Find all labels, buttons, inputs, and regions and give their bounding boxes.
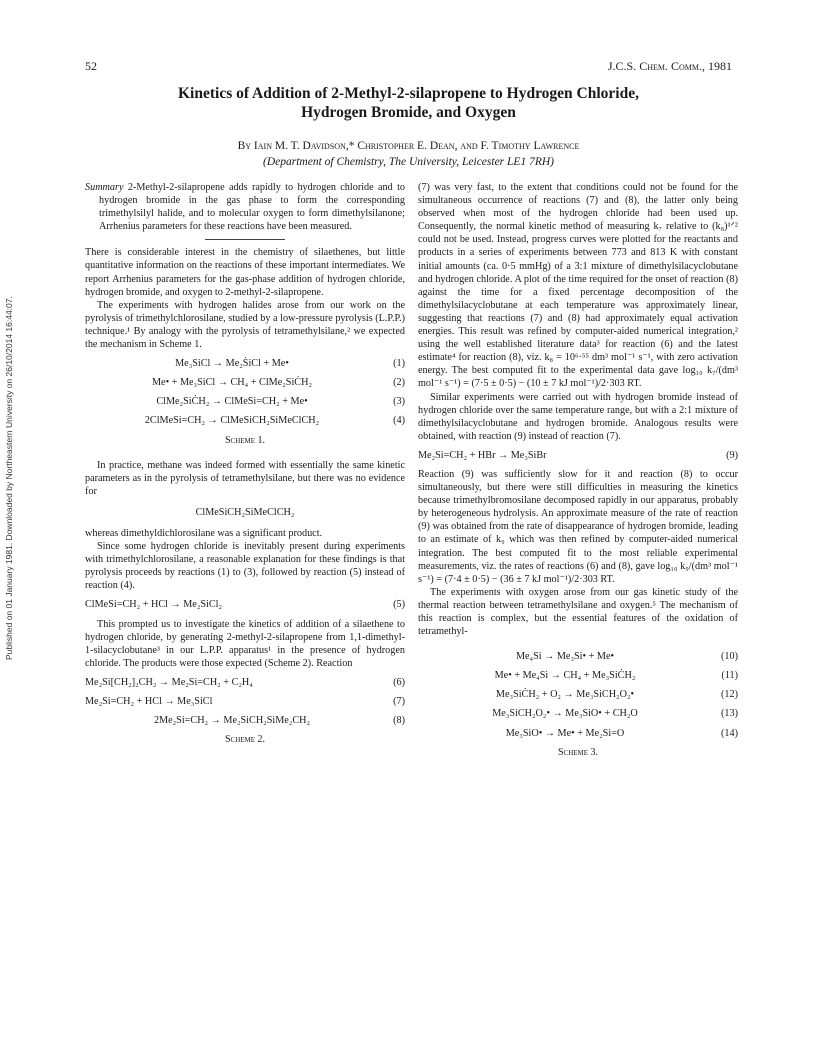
paragraph: Reaction (9) was sufficiently slow for it and reaction (8) to occur simultaneously, but there were still difficulties in measuring the kinetics because trimethylbromosilane decomposed rapidly in our apparatus, probably by heterogeneous hydrolysis. An approximate measure of the rate of reaction (9) was obtained from the rate of disappearance of hydrogen bromide, leading to an estimate of k₉ which was then refined by computer-aided numerical integration. The best computed fit to the most reliable experimental measurements, viz. the rates of reactions (6) and (8), gave log₁₀ k₉/(dm³ mol⁻¹ s⁻¹) = (7·4 ± 0·5) − (36 ± 7 kJ mol⁻¹)/2·303 RT. [418,468,738,585]
equation-14 [418,727,738,740]
equation-expr: Me• + Me₄Si → CH₄ + Me₃SiĊH₂ [494,670,636,682]
equation-number: (7) [393,696,405,707]
equation-6 [85,676,405,689]
equation-number: (10) [721,651,738,663]
right-column [418,181,738,771]
equation-4 [85,414,405,427]
equation-number: (12) [721,689,738,701]
equation-expr: Me₃SiCH₂O₂• → Me₃SiO• + CH₂O [492,708,638,720]
equation-2 [85,376,405,389]
equation-expr: Me₃SiCl → Me₂ṠiCl + Me• [175,358,289,370]
equation-expr: Me• + Me₃SiCl → CH₄ + ClMe₂SiĊH₂ [151,377,313,389]
title-line-2: Hydrogen Bromide, and Oxygen [301,104,516,121]
equation-number: (14) [721,727,738,739]
paragraph: This prompted us to investigate the kinetics of addition of a silaethene to hydrogen chloride, by generating 2-methyl-2-silapropene from 1,1-dimethyl-1-silacyclobutane³ in our L.P.P. apparatus¹ in the presence of hydrogen chloride. The products were those expected (Scheme 2). Reaction [85,618,405,669]
equation-3 [85,395,405,408]
equation-expr: Me₂Si[CH₂]₂CH₂ → Me₂Si=CH₂ + C₂H₄ [85,676,253,688]
equation-expr: ClMeSi=CH₂ + HCl → Me₂SiCl₂ [85,599,223,611]
equation-expr: Me₃SiĊH₂ + O₂ → Me₃SiCH₂O₂• [495,689,635,701]
summary [85,181,405,233]
equation-expr: 2ClMeSi=CH₂ → ClMeSiCH₂SiMeClCH₂ [144,415,320,427]
scheme-3-caption: Scheme 3. [557,746,599,758]
equation-11 [418,669,738,682]
equation-number: (3) [393,396,405,408]
ring-structure: ClMeSiCH₂SiMeClCH₂ [195,506,295,518]
equation-expr: Me₃SiO• → Me• + Me₂Si=O [505,727,625,739]
equation-number: (4) [393,415,405,427]
equation-9 [418,449,738,462]
equation-number: (8) [393,715,405,727]
scheme-2-caption: Scheme 2. [224,734,266,746]
summary-lead: Summary [85,182,124,193]
left-column [85,181,405,758]
equation-expr: Me₂Si=CH₂ + HBr → Me₃SiBr [418,449,547,461]
equation-number: (9) [726,449,738,461]
equation-expr: Me₄Si → Me₃Si• + Me• [515,651,615,663]
paragraph: There is considerable interest in the chemistry of silaethenes, but little quantitative information on the reactions of these important intermediates. We report Arrhenius parameters for the gas-phase addition of hydrogen chloride, hydrogen bromide, and oxygen to 2-methyl-2-silapropene. [85,247,405,298]
journal-header: J.C.S. Chem. Comm., 1981 [607,59,732,73]
summary-text: 2-Methyl-2-silapropene adds rapidly to hydrogen chloride and to hydrogen bromide in the gas phase to form the corresponding trimethylsilyl halide, and to molecular oxygen to form dimethylsilanone; Arrhenius parameters for these reactions have been measured. [99,182,405,233]
equation-13 [418,707,738,720]
equation-7 [85,695,405,708]
paragraph: (7) was very fast, to the extent that conditions could not be found for the simultaneous occurrence of reactions (7) and (8), the latter only being observed when most of the hydrogen chloride had been used up. Consequently, the normal kinetic method of measuring k₇ relative to (k₈)¹ᐟ² could not be used. Instead, progress curves were plotted for the reactants and products in a series of experiments between 773 and 813 K with constant initial amounts (ca. 0·5 mmHg) of a 3:1 mixture of dimethylsilacyclobutane and hydrogen chloride. A plot of the time required for the onset of reaction (8) against the time for a fixed percentage decomposition of the dimethylsilacyclobutane at each temperature was approximately linear, suggesting that reactions (7) and (8) had approximately equal activation energies. This result was refined by computer-aided numerical integration,² using the well established literature data³ for reaction (6) and the latest estimate⁴ for reaction (8), viz. k₈ = 10⁶·⁵⁵ dm³ mol⁻¹ s⁻¹, with zero activation energy. The best computed fit to the experimental data gave log₁₀ k₇/(dm³ mol⁻¹ s⁻¹) = (7·5 ± 0·5) − (10 ± 7 kJ mol⁻¹)/2·303 RT. [418,182,738,390]
equation-number: (11) [721,670,738,682]
equation-number: (6) [393,676,405,688]
paragraph: Similar experiments were carried out with hydrogen bromide instead of hydrogen chloride over the same temperature range, but with a 2:1 mixture of dimethylsilacyclobutane and hydrogen bromide. Analogous results were obtained, with reaction (9) instead of reaction (7). [418,391,738,442]
equation-expr: ClMe₂SiĊH₂ → ClMeSi=CH₂ + Me• [156,396,308,408]
paragraph: whereas dimethyldichlorosilane was a significant product. [85,527,323,539]
paragraph: In practice, methane was indeed formed with essentially the same kinetic parameters as in the pyrolysis of tetramethylsilane, but there was no evidence for [85,459,405,497]
equation-1 [85,357,405,370]
affiliation: (Department of Chemistry, The University, Leicester LE1 7RH) [263,156,554,168]
paragraph: The experiments with hydrogen halides arose from our work on the pyrolysis of trimethylchlorosilane, studied by a low-pressure pyrolysis (L.P.P.) technique.¹ By analogy with the pyrolysis of tetramethylsilane,² we expected the mechanism in Scheme 1. [85,299,405,351]
title-line-1: Kinetics of Addition of 2-Methyl-2-silapropene to Hydrogen Chloride, [178,85,639,102]
equation-number: (2) [393,377,405,389]
equation-expr: Me₂Si=CH₂ + HCl → Me₃SiCl [85,696,213,707]
equation-number: (1) [393,358,405,370]
paragraph: Since some hydrogen chloride is inevitably present during experiments with trimethylchlorosilane, a reasonable explanation for these findings is that pyrolysis proceeds by reactions (1) to (3), followed by reaction (5) instead of reaction (4). [85,541,405,592]
article-title [85,84,732,122]
equation-number: (5) [393,599,405,611]
scheme-1-caption: Scheme 1. [224,434,266,446]
author-list: By Iain M. T. Davidson,* Christopher E. Dean, and F. Timothy Lawrence [237,140,580,152]
summary-divider [205,239,285,240]
equation-12 [418,688,738,701]
page-number: 52 [85,59,97,73]
equation-8 [85,714,405,727]
download-note: Published on 01 January 1981. Downloaded by Northeastern University on 26/10/2014 16:44:07. [4,296,14,660]
equation-10 [418,650,738,663]
equation-number: (13) [721,708,738,720]
equation-expr: 2Me₂Si=CH₂ → Me₂SiCH₂SiMe₂CH₂ [153,715,311,727]
paragraph: The experiments with oxygen arose from our gas kinetic study of the thermal reaction between tetramethylsilane and oxygen.⁵ The mechanism of this reaction is complex, but the essential features of the oxidation of tetramethyl- [418,586,738,638]
equation-5 [85,598,405,611]
